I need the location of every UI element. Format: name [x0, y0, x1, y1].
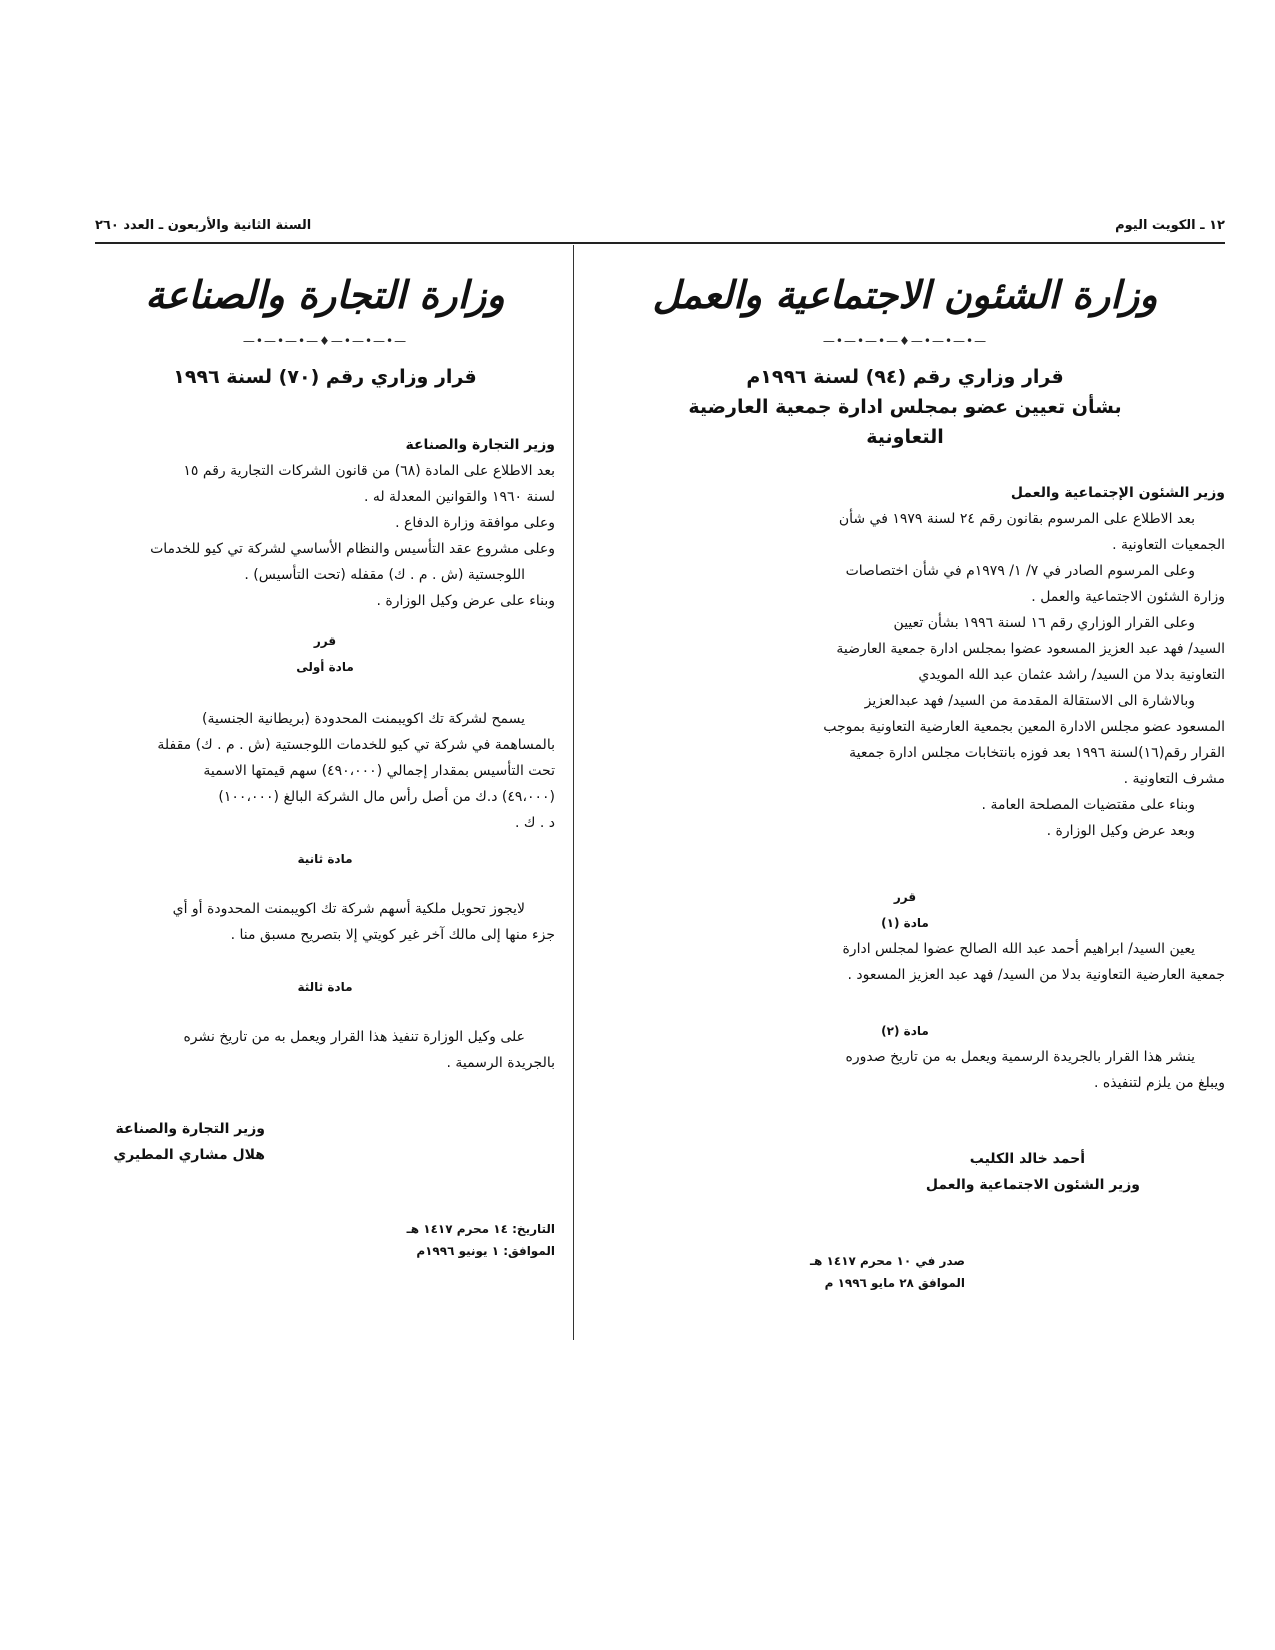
- preamble-line: اللوجستية (ش . م . ك) مقفله (تحت التأسيس) .: [244, 567, 525, 583]
- signature-title: وزير الشئون الاجتماعية والعمل: [925, 1177, 1140, 1193]
- issue-date-gregorian: الموافق: ١ يونيو ١٩٩٦م: [416, 1244, 555, 1258]
- article-text: بالمساهمة في شركة تي كيو للخدمات اللوجستية (ش . م . ك) مقفلة: [157, 737, 555, 753]
- signature-name: هلال مشاري المطيري: [113, 1147, 265, 1163]
- right-column: [585, 260, 1225, 1294]
- article-text: ينشر هذا القرار بالجريدة الرسمية ويعمل به من تاريخ صدوره: [845, 1049, 1195, 1065]
- issue-date: التاريخ: ١٤ محرم ١٤١٧ هـ: [406, 1222, 555, 1236]
- signature-name: أحمد خالد الكليب: [969, 1151, 1085, 1167]
- page-header-left: السنة الثانية والأربعون ـ العدد ٢٦٠: [95, 218, 312, 233]
- issue-date-gregorian: الموافق ٢٨ مايو ١٩٩٦ م: [824, 1276, 965, 1290]
- ministry-title-commerce: وزارة التجارة والصناعة: [145, 272, 505, 317]
- preamble-line: التعاونية بدلا من السيد/ راشد عثمان عبد الله المويدي: [918, 667, 1225, 683]
- minister-heading: وزير الشئون الإجتماعية والعمل: [1010, 485, 1225, 501]
- article-text: يسمح لشركة تك اكويبمنت المحدودة (بريطانية الجنسية): [202, 711, 525, 727]
- ornament-divider: —•—•—•—♦—•—•—•—: [242, 334, 408, 348]
- preamble-line: الجمعيات التعاونية .: [1112, 537, 1225, 553]
- preamble-line: وبناء على مقتضيات المصلحة العامة .: [981, 797, 1195, 813]
- article-text: بالجريدة الرسمية .: [446, 1055, 555, 1071]
- preamble-line: بعد الاطلاع على المادة (٦٨) من قانون الشركات التجارية رقم ١٥: [183, 463, 555, 479]
- preamble-line: لسنة ١٩٦٠ والقوانين المعدلة له .: [363, 489, 555, 505]
- preamble-line: وعلى المرسوم الصادر في ٧/ ١/ ١٩٧٩م في شأن اختصاصات: [845, 563, 1195, 579]
- signature-title: وزير التجارة والصناعة: [115, 1121, 265, 1137]
- page-header-right: ١٢ ـ الكويت اليوم: [1115, 218, 1225, 233]
- article-text: جزء منها إلى مالك آخر غير كويتي إلا بتصريح مسبق منا .: [230, 927, 555, 943]
- decision-subject: بشأن تعيين عضو بمجلس ادارة جمعية العارضية: [688, 396, 1122, 418]
- decided-heading: قرر: [313, 634, 337, 648]
- article-text: ويبلغ من يلزم لتنفيذه .: [1093, 1075, 1225, 1091]
- article-heading: مادة (١): [881, 916, 929, 930]
- preamble-line: المسعود عضو مجلس الادارة المعين بجمعية العارضية التعاونية بموجب: [823, 719, 1225, 735]
- article-text: تحت التأسيس بمقدار إجمالي (٤٩٠،٠٠٠) سهم قيمتها الاسمية: [203, 763, 555, 779]
- preamble-line: السيد/ فهد عبد العزيز المسعود عضوا بمجلس ادارة جمعية العارضية: [836, 641, 1225, 657]
- left-column: [95, 260, 555, 1262]
- preamble-line: بعد الاطلاع على المرسوم بقانون رقم ٢٤ لسنة ١٩٧٩ في شأن: [838, 511, 1195, 527]
- decision-subject: التعاونية: [866, 426, 944, 448]
- decided-heading: قرر: [893, 890, 917, 904]
- article-text: لايجوز تحويل ملكية أسهم شركة تك اكويبمنت المحدودة أو أي: [172, 901, 525, 917]
- minister-heading: وزير التجارة والصناعة: [405, 437, 555, 453]
- article-text: د . ك .: [514, 815, 555, 831]
- decision-title: قرار وزاري رقم (٧٠) لسنة ١٩٩٦: [173, 366, 477, 388]
- ministry-title-social-affairs: وزارة الشئون الاجتماعية والعمل: [652, 272, 1158, 317]
- article-heading: مادة ثانية: [297, 852, 353, 866]
- preamble-line: القرار رقم(١٦)لسنة ١٩٩٦ بعد فوزه بانتخابات مجلس ادارة جمعية: [849, 745, 1225, 761]
- preamble-line: وبعد عرض وكيل الوزارة .: [1046, 823, 1195, 839]
- preamble-line: مشرف التعاونية .: [1123, 771, 1225, 787]
- decision-title: قرار وزاري رقم (٩٤) لسنة ١٩٩٦م: [746, 366, 1064, 388]
- article-text: يعين السيد/ ابراهيم أحمد عبد الله الصالح عضوا لمجلس ادارة: [842, 941, 1195, 957]
- article-text: على وكيل الوزارة تنفيذ هذا القرار ويعمل به من تاريخ نشره: [183, 1029, 525, 1045]
- preamble-line: وعلى مشروع عقد التأسيس والنظام الأساسي لشركة تي كيو للخدمات: [150, 541, 555, 557]
- article-heading: مادة أولى: [296, 660, 354, 674]
- preamble-line: وبناء على عرض وكيل الوزارة .: [376, 593, 555, 609]
- preamble-line: وعلى موافقة وزارة الدفاع .: [395, 515, 555, 531]
- preamble-line: وعلى القرار الوزاري رقم ١٦ لسنة ١٩٩٦ بشأن تعيين: [893, 615, 1195, 631]
- ornament-divider: —•—•—•—♦—•—•—•—: [822, 334, 988, 348]
- header-rule: [95, 242, 1225, 244]
- article-text: جمعية العارضية التعاونية بدلا من السيد/ فهد عبد العزيز المسعود .: [847, 967, 1225, 983]
- preamble-line: وبالاشارة الى الاستقالة المقدمة من السيد/ فهد عبدالعزيز: [864, 693, 1195, 709]
- issue-date: صدر في ١٠ محرم ١٤١٧ هـ: [809, 1254, 965, 1268]
- article-heading: مادة ثالثة: [297, 980, 353, 994]
- preamble-line: وزارة الشئون الاجتماعية والعمل .: [1031, 589, 1225, 605]
- column-divider: [573, 245, 574, 1340]
- article-text: (٤٩،٠٠٠) د.ك من أصل رأس مال الشركة البالغ (١٠٠،٠٠٠): [218, 789, 555, 805]
- article-heading: مادة (٢): [881, 1024, 929, 1038]
